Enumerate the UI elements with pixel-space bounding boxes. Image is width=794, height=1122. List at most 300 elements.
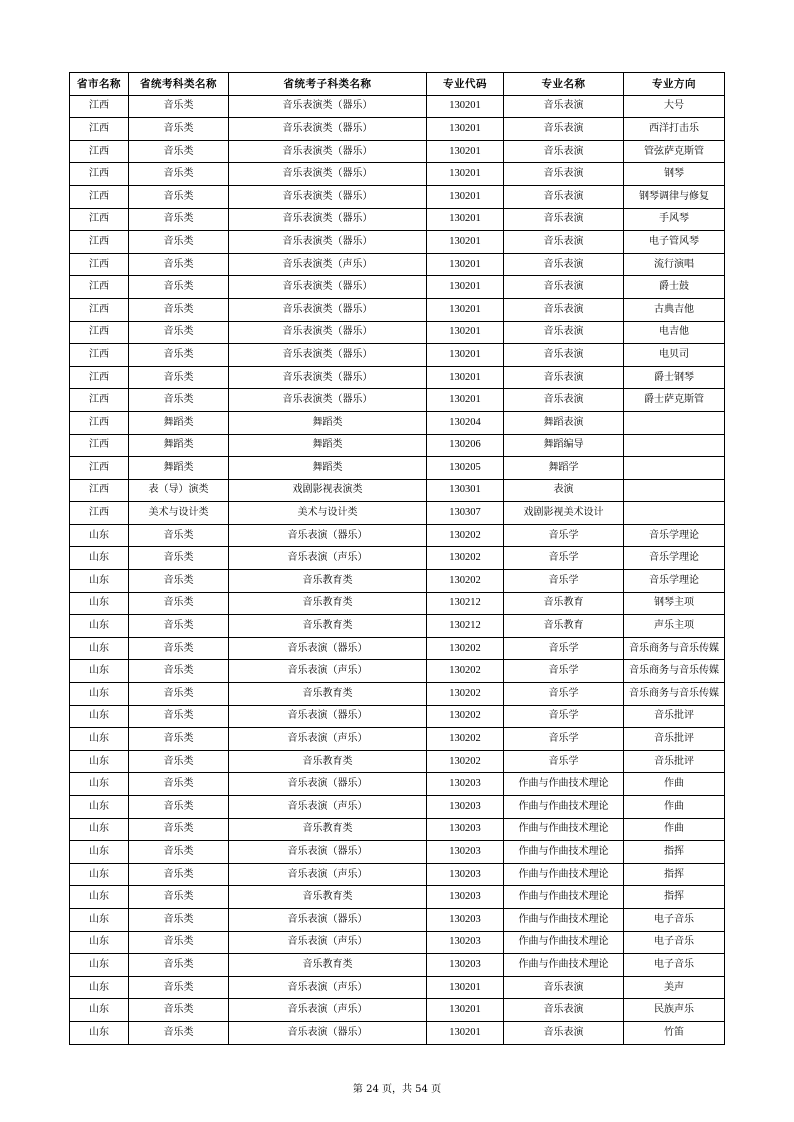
cell-major-code: 130201	[427, 231, 504, 254]
cell-major-direction: 音乐批评	[624, 705, 725, 728]
cell-major-code: 130203	[427, 796, 504, 819]
cell-major-code: 130201	[427, 1021, 504, 1044]
cell-major-code: 130202	[427, 728, 504, 751]
cell-major-code: 130212	[427, 592, 504, 615]
table-row	[70, 547, 725, 570]
cell-province: 山东	[70, 796, 129, 819]
cell-major-direction: 钢琴主项	[624, 592, 725, 615]
cell-exam-category: 音乐类	[129, 886, 229, 909]
table-row	[70, 411, 725, 434]
major-directions-table	[69, 72, 725, 1045]
cell-exam-subcategory: 音乐教育类	[229, 818, 427, 841]
cell-exam-subcategory: 音乐表演类（器乐）	[229, 276, 427, 299]
cell-major-code: 130202	[427, 683, 504, 706]
cell-exam-subcategory: 音乐表演类（器乐）	[229, 321, 427, 344]
table-body	[70, 95, 725, 1044]
cell-major-name: 音乐表演	[504, 208, 624, 231]
cell-exam-category: 音乐类	[129, 208, 229, 231]
cell-exam-category: 音乐类	[129, 841, 229, 864]
cell-major-code: 130201	[427, 321, 504, 344]
cell-major-direction: 钢琴	[624, 163, 725, 186]
table-row	[70, 389, 725, 412]
cell-exam-subcategory: 音乐表演类（器乐）	[229, 163, 427, 186]
cell-exam-subcategory: 音乐表演（声乐）	[229, 728, 427, 751]
cell-major-code: 130203	[427, 773, 504, 796]
cell-major-name: 音乐学	[504, 728, 624, 751]
cell-major-code: 130202	[427, 637, 504, 660]
cell-exam-subcategory: 舞蹈类	[229, 411, 427, 434]
cell-province: 山东	[70, 592, 129, 615]
cell-exam-subcategory: 音乐表演（器乐）	[229, 773, 427, 796]
cell-exam-category: 音乐类	[129, 660, 229, 683]
cell-major-code: 130203	[427, 818, 504, 841]
cell-exam-category: 音乐类	[129, 1021, 229, 1044]
cell-major-code: 130201	[427, 163, 504, 186]
header-exam-subcategory: 省统考子科类名称	[229, 73, 427, 96]
cell-major-name: 音乐表演	[504, 321, 624, 344]
cell-exam-category: 音乐类	[129, 524, 229, 547]
header-province: 省市名称	[70, 73, 129, 96]
cell-major-direction: 指挥	[624, 886, 725, 909]
cell-major-code: 130201	[427, 366, 504, 389]
table-row	[70, 253, 725, 276]
cell-major-direction: 指挥	[624, 863, 725, 886]
cell-exam-category: 音乐类	[129, 863, 229, 886]
cell-major-code: 130203	[427, 954, 504, 977]
cell-exam-category: 音乐类	[129, 547, 229, 570]
cell-major-name: 音乐学	[504, 750, 624, 773]
cell-exam-subcategory: 音乐表演（声乐）	[229, 660, 427, 683]
cell-major-direction	[624, 434, 725, 457]
cell-exam-category: 音乐类	[129, 750, 229, 773]
cell-province: 江西	[70, 366, 129, 389]
cell-exam-category: 音乐类	[129, 276, 229, 299]
cell-major-direction	[624, 411, 725, 434]
table-row	[70, 95, 725, 118]
cell-major-direction: 钢琴调律与修复	[624, 185, 725, 208]
cell-major-name: 音乐表演	[504, 95, 624, 118]
cell-major-direction: 音乐批评	[624, 750, 725, 773]
cell-exam-subcategory: 音乐表演（器乐）	[229, 841, 427, 864]
cell-major-name: 音乐学	[504, 705, 624, 728]
table-row	[70, 344, 725, 367]
table-row	[70, 592, 725, 615]
cell-exam-subcategory: 音乐表演类（器乐）	[229, 366, 427, 389]
cell-major-code: 130202	[427, 524, 504, 547]
cell-major-direction: 爵士钢琴	[624, 366, 725, 389]
cell-major-code: 130201	[427, 140, 504, 163]
cell-exam-category: 音乐类	[129, 231, 229, 254]
cell-major-direction: 电吉他	[624, 321, 725, 344]
table-row	[70, 796, 725, 819]
table-row	[70, 502, 725, 525]
cell-province: 江西	[70, 479, 129, 502]
table-row	[70, 931, 725, 954]
cell-exam-category: 音乐类	[129, 683, 229, 706]
cell-major-direction: 电子音乐	[624, 954, 725, 977]
cell-exam-subcategory: 舞蹈类	[229, 434, 427, 457]
cell-major-code: 130205	[427, 457, 504, 480]
cell-province: 江西	[70, 95, 129, 118]
cell-major-name: 音乐表演	[504, 389, 624, 412]
cell-exam-subcategory: 音乐教育类	[229, 954, 427, 977]
cell-major-name: 音乐表演	[504, 163, 624, 186]
cell-major-name: 作曲与作曲技术理论	[504, 886, 624, 909]
cell-major-name: 音乐学	[504, 524, 624, 547]
cell-exam-category: 音乐类	[129, 637, 229, 660]
cell-province: 江西	[70, 411, 129, 434]
cell-major-direction: 电子音乐	[624, 931, 725, 954]
header-major-name: 专业名称	[504, 73, 624, 96]
table-row	[70, 457, 725, 480]
cell-major-direction: 指挥	[624, 841, 725, 864]
cell-province: 山东	[70, 728, 129, 751]
cell-major-direction	[624, 479, 725, 502]
cell-major-code: 130202	[427, 660, 504, 683]
cell-exam-subcategory: 音乐表演（声乐）	[229, 931, 427, 954]
cell-exam-subcategory: 音乐表演（器乐）	[229, 1021, 427, 1044]
cell-major-direction: 民族声乐	[624, 999, 725, 1022]
table-row	[70, 705, 725, 728]
cell-exam-category: 音乐类	[129, 163, 229, 186]
cell-major-code: 130201	[427, 95, 504, 118]
cell-exam-category: 音乐类	[129, 796, 229, 819]
cell-province: 江西	[70, 231, 129, 254]
cell-major-direction: 作曲	[624, 796, 725, 819]
table-row	[70, 570, 725, 593]
cell-major-code: 130201	[427, 389, 504, 412]
cell-exam-subcategory: 音乐表演（器乐）	[229, 524, 427, 547]
cell-province: 山东	[70, 547, 129, 570]
cell-province: 山东	[70, 886, 129, 909]
cell-province: 山东	[70, 954, 129, 977]
cell-major-name: 音乐表演	[504, 1021, 624, 1044]
cell-exam-category: 音乐类	[129, 931, 229, 954]
cell-major-direction: 音乐商务与音乐传媒	[624, 683, 725, 706]
cell-major-name: 音乐教育	[504, 615, 624, 638]
cell-major-code: 130201	[427, 999, 504, 1022]
cell-province: 山东	[70, 841, 129, 864]
cell-province: 山东	[70, 1021, 129, 1044]
cell-major-direction: 爵士鼓	[624, 276, 725, 299]
cell-province: 江西	[70, 434, 129, 457]
cell-province: 江西	[70, 140, 129, 163]
cell-major-name: 音乐学	[504, 637, 624, 660]
cell-exam-category: 音乐类	[129, 366, 229, 389]
page-footer: 第 24 页，共 54 页	[352, 1084, 442, 1095]
cell-major-direction: 音乐学理论	[624, 570, 725, 593]
cell-major-code: 130204	[427, 411, 504, 434]
cell-province: 山东	[70, 660, 129, 683]
cell-exam-category: 美术与设计类	[129, 502, 229, 525]
table-row	[70, 434, 725, 457]
table-row	[70, 660, 725, 683]
table-row	[70, 886, 725, 909]
cell-exam-subcategory: 音乐表演类（器乐）	[229, 344, 427, 367]
cell-exam-subcategory: 音乐表演（声乐）	[229, 999, 427, 1022]
cell-major-name: 音乐表演	[504, 298, 624, 321]
cell-major-name: 音乐表演	[504, 976, 624, 999]
cell-major-direction: 管弦萨克斯管	[624, 140, 725, 163]
cell-exam-subcategory: 美术与设计类	[229, 502, 427, 525]
cell-major-name: 音乐表演	[504, 118, 624, 141]
cell-province: 山东	[70, 976, 129, 999]
cell-major-direction: 大号	[624, 95, 725, 118]
cell-exam-category: 音乐类	[129, 773, 229, 796]
cell-exam-category: 音乐类	[129, 954, 229, 977]
cell-exam-subcategory: 音乐表演（声乐）	[229, 547, 427, 570]
cell-major-direction: 音乐商务与音乐传媒	[624, 660, 725, 683]
cell-exam-subcategory: 戏剧影视表演类	[229, 479, 427, 502]
table-row	[70, 818, 725, 841]
cell-major-direction: 声乐主项	[624, 615, 725, 638]
cell-major-name: 作曲与作曲技术理论	[504, 954, 624, 977]
cell-province: 江西	[70, 118, 129, 141]
table-row	[70, 163, 725, 186]
table-row	[70, 841, 725, 864]
cell-exam-category: 音乐类	[129, 389, 229, 412]
header-major-direction: 专业方向	[624, 73, 725, 96]
cell-major-direction: 手风琴	[624, 208, 725, 231]
cell-exam-category: 音乐类	[129, 999, 229, 1022]
table-row	[70, 637, 725, 660]
cell-exam-category: 音乐类	[129, 140, 229, 163]
cell-major-name: 舞蹈编导	[504, 434, 624, 457]
table-row	[70, 366, 725, 389]
cell-major-name: 音乐表演	[504, 344, 624, 367]
cell-exam-category: 音乐类	[129, 908, 229, 931]
cell-province: 山东	[70, 818, 129, 841]
cell-major-name: 作曲与作曲技术理论	[504, 796, 624, 819]
table-row	[70, 185, 725, 208]
cell-major-name: 舞蹈学	[504, 457, 624, 480]
table-row	[70, 615, 725, 638]
cell-exam-category: 音乐类	[129, 615, 229, 638]
table-row	[70, 208, 725, 231]
cell-province: 山东	[70, 863, 129, 886]
cell-major-direction: 美声	[624, 976, 725, 999]
cell-exam-subcategory: 音乐表演类（器乐）	[229, 208, 427, 231]
cell-exam-category: 音乐类	[129, 118, 229, 141]
cell-province: 山东	[70, 750, 129, 773]
cell-major-code: 130206	[427, 434, 504, 457]
cell-major-direction: 电子管风琴	[624, 231, 725, 254]
cell-exam-subcategory: 音乐教育类	[229, 750, 427, 773]
cell-exam-category: 音乐类	[129, 253, 229, 276]
table-row	[70, 479, 725, 502]
header-exam-category: 省统考科类名称	[129, 73, 229, 96]
cell-exam-subcategory: 音乐教育类	[229, 570, 427, 593]
header-row	[70, 73, 725, 96]
cell-province: 山东	[70, 683, 129, 706]
cell-major-code: 130201	[427, 976, 504, 999]
cell-province: 江西	[70, 389, 129, 412]
cell-exam-category: 舞蹈类	[129, 434, 229, 457]
cell-major-code: 130202	[427, 750, 504, 773]
cell-major-direction: 作曲	[624, 773, 725, 796]
cell-exam-subcategory: 音乐表演类（器乐）	[229, 298, 427, 321]
cell-exam-category: 表（导）演类	[129, 479, 229, 502]
cell-exam-subcategory: 音乐表演（声乐）	[229, 796, 427, 819]
cell-major-direction	[624, 457, 725, 480]
cell-exam-subcategory: 音乐表演类（声乐）	[229, 253, 427, 276]
cell-major-code: 130201	[427, 118, 504, 141]
cell-province: 江西	[70, 253, 129, 276]
cell-major-name: 作曲与作曲技术理论	[504, 818, 624, 841]
cell-exam-category: 音乐类	[129, 705, 229, 728]
cell-major-name: 音乐表演	[504, 253, 624, 276]
cell-major-code: 130201	[427, 208, 504, 231]
cell-exam-category: 音乐类	[129, 298, 229, 321]
cell-major-name: 音乐表演	[504, 140, 624, 163]
cell-exam-subcategory: 音乐教育类	[229, 615, 427, 638]
cell-major-name: 音乐学	[504, 683, 624, 706]
cell-major-name: 音乐表演	[504, 185, 624, 208]
cell-major-name: 舞蹈表演	[504, 411, 624, 434]
cell-major-code: 130202	[427, 705, 504, 728]
cell-major-direction: 音乐学理论	[624, 524, 725, 547]
cell-province: 山东	[70, 524, 129, 547]
cell-major-direction: 爵士萨克斯管	[624, 389, 725, 412]
table-row	[70, 276, 725, 299]
cell-major-direction: 古典吉他	[624, 298, 725, 321]
table-row	[70, 231, 725, 254]
header-major-code: 专业代码	[427, 73, 504, 96]
cell-exam-category: 音乐类	[129, 976, 229, 999]
cell-major-code: 130203	[427, 908, 504, 931]
table-row	[70, 140, 725, 163]
cell-exam-subcategory: 舞蹈类	[229, 457, 427, 480]
cell-major-direction: 电贝司	[624, 344, 725, 367]
cell-major-name: 音乐表演	[504, 276, 624, 299]
cell-exam-subcategory: 音乐表演类（器乐）	[229, 185, 427, 208]
cell-exam-category: 音乐类	[129, 592, 229, 615]
cell-major-code: 130203	[427, 931, 504, 954]
cell-major-name: 作曲与作曲技术理论	[504, 863, 624, 886]
cell-major-direction: 竹笛	[624, 1021, 725, 1044]
cell-major-code: 130203	[427, 863, 504, 886]
table-row	[70, 908, 725, 931]
cell-exam-category: 舞蹈类	[129, 411, 229, 434]
cell-exam-subcategory: 音乐表演（声乐）	[229, 863, 427, 886]
cell-major-code: 130201	[427, 276, 504, 299]
cell-major-direction: 音乐商务与音乐传媒	[624, 637, 725, 660]
table-row	[70, 524, 725, 547]
cell-major-name: 作曲与作曲技术理论	[504, 841, 624, 864]
cell-province: 江西	[70, 276, 129, 299]
cell-major-code: 130201	[427, 298, 504, 321]
cell-province: 山东	[70, 773, 129, 796]
table-row	[70, 773, 725, 796]
cell-major-code: 130202	[427, 570, 504, 593]
cell-major-name: 作曲与作曲技术理论	[504, 908, 624, 931]
table-header	[70, 73, 725, 96]
cell-province: 山东	[70, 931, 129, 954]
cell-exam-subcategory: 音乐表演类（器乐）	[229, 118, 427, 141]
cell-province: 江西	[70, 321, 129, 344]
table-row	[70, 118, 725, 141]
table-row	[70, 683, 725, 706]
cell-exam-subcategory: 音乐表演类（器乐）	[229, 140, 427, 163]
cell-exam-subcategory: 音乐表演（声乐）	[229, 976, 427, 999]
cell-province: 江西	[70, 457, 129, 480]
table-row	[70, 728, 725, 751]
cell-major-code: 130212	[427, 615, 504, 638]
cell-province: 山东	[70, 908, 129, 931]
cell-exam-category: 音乐类	[129, 185, 229, 208]
cell-major-code: 130301	[427, 479, 504, 502]
cell-province: 江西	[70, 298, 129, 321]
cell-exam-subcategory: 音乐表演（器乐）	[229, 637, 427, 660]
cell-province: 江西	[70, 208, 129, 231]
cell-province: 山东	[70, 705, 129, 728]
cell-province: 山东	[70, 637, 129, 660]
cell-major-name: 表演	[504, 479, 624, 502]
cell-province: 江西	[70, 344, 129, 367]
cell-exam-category: 音乐类	[129, 728, 229, 751]
cell-major-name: 音乐表演	[504, 366, 624, 389]
cell-major-code: 130307	[427, 502, 504, 525]
cell-province: 江西	[70, 185, 129, 208]
cell-major-code: 130201	[427, 344, 504, 367]
cell-province: 山东	[70, 999, 129, 1022]
cell-exam-category: 音乐类	[129, 818, 229, 841]
cell-province: 山东	[70, 570, 129, 593]
cell-major-code: 130202	[427, 547, 504, 570]
table-row	[70, 1021, 725, 1044]
cell-major-direction: 西洋打击乐	[624, 118, 725, 141]
table-row	[70, 954, 725, 977]
table-row	[70, 321, 725, 344]
cell-province: 江西	[70, 163, 129, 186]
table-row	[70, 750, 725, 773]
cell-major-name: 作曲与作曲技术理论	[504, 931, 624, 954]
cell-exam-category: 音乐类	[129, 95, 229, 118]
cell-exam-subcategory: 音乐表演类（器乐）	[229, 389, 427, 412]
cell-exam-category: 舞蹈类	[129, 457, 229, 480]
cell-major-name: 音乐学	[504, 547, 624, 570]
cell-major-direction: 电子音乐	[624, 908, 725, 931]
cell-major-code: 130201	[427, 253, 504, 276]
cell-major-name: 音乐学	[504, 660, 624, 683]
cell-exam-subcategory: 音乐教育类	[229, 886, 427, 909]
cell-exam-category: 音乐类	[129, 344, 229, 367]
cell-major-code: 130203	[427, 841, 504, 864]
cell-major-name: 音乐表演	[504, 231, 624, 254]
cell-province: 山东	[70, 615, 129, 638]
cell-exam-subcategory: 音乐教育类	[229, 683, 427, 706]
cell-exam-subcategory: 音乐表演（器乐）	[229, 908, 427, 931]
cell-major-direction: 音乐批评	[624, 728, 725, 751]
table-row	[70, 298, 725, 321]
cell-province: 江西	[70, 502, 129, 525]
cell-major-name: 音乐表演	[504, 999, 624, 1022]
table-row	[70, 863, 725, 886]
cell-major-name: 戏剧影视美术设计	[504, 502, 624, 525]
cell-major-code: 130203	[427, 886, 504, 909]
cell-exam-category: 音乐类	[129, 321, 229, 344]
cell-major-direction: 音乐学理论	[624, 547, 725, 570]
cell-major-direction	[624, 502, 725, 525]
cell-major-direction: 作曲	[624, 818, 725, 841]
cell-major-direction: 流行演唱	[624, 253, 725, 276]
cell-exam-subcategory: 音乐表演类（器乐）	[229, 231, 427, 254]
cell-exam-subcategory: 音乐教育类	[229, 592, 427, 615]
table-row	[70, 999, 725, 1022]
cell-major-code: 130201	[427, 185, 504, 208]
cell-major-name: 音乐学	[504, 570, 624, 593]
cell-major-name: 音乐教育	[504, 592, 624, 615]
